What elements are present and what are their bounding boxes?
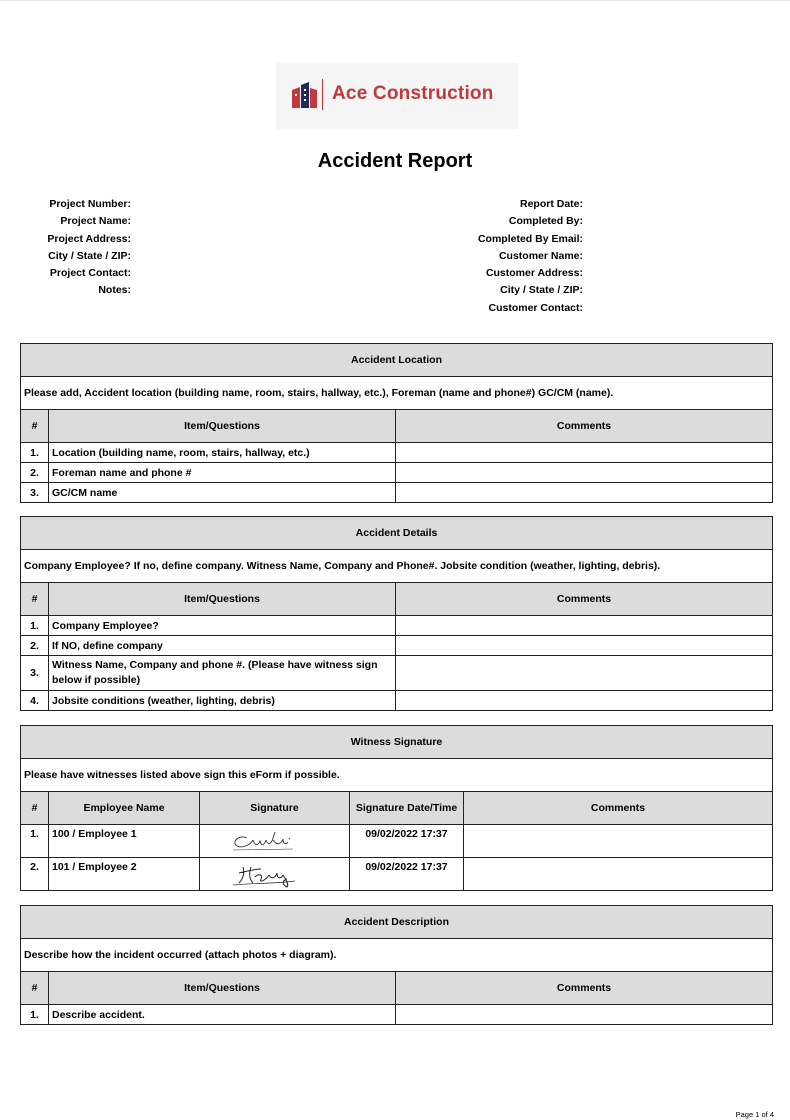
- comment-cell[interactable]: [396, 443, 773, 463]
- table-row: [21, 1005, 773, 1025]
- comment-cell[interactable]: [464, 858, 773, 891]
- page-number: Page 1 of 4: [735, 1110, 774, 1119]
- field-label: Project Contact:: [49, 267, 131, 280]
- field-label: Notes:: [98, 284, 131, 297]
- column-header: Signature: [200, 792, 350, 825]
- building-logo-icon: [292, 82, 317, 108]
- field-label: Project Number:: [49, 198, 131, 210]
- section-title: Accident Location: [21, 344, 773, 377]
- column-header: Item/Questions: [49, 972, 396, 1005]
- column-header: Employee Name: [49, 792, 200, 825]
- signature-cell[interactable]: [200, 825, 350, 858]
- column-header: #: [21, 583, 49, 616]
- signature-image: [203, 826, 323, 856]
- column-header: Comments: [396, 410, 773, 443]
- column-header: Comments: [396, 583, 773, 616]
- section-title: Witness Signature: [21, 726, 773, 759]
- row-number: 2.: [21, 463, 49, 483]
- column-header: #: [21, 792, 49, 825]
- comment-cell[interactable]: [396, 636, 773, 656]
- row-question: If NO, define company: [49, 636, 396, 656]
- signature-datetime: 09/02/2022 17:37: [350, 858, 464, 891]
- section-description: Please have witnesses listed above sign this eForm if possible.: [21, 759, 773, 792]
- field-label: City / State / ZIP:: [48, 249, 131, 262]
- comment-cell[interactable]: [464, 825, 773, 858]
- accident-details-table: [20, 516, 773, 711]
- comment-cell[interactable]: [396, 691, 773, 711]
- row-number: 4.: [21, 691, 49, 711]
- section-title: Accident Details: [21, 517, 773, 550]
- signature-datetime: 09/02/2022 17:37: [350, 825, 464, 858]
- comment-cell[interactable]: [396, 463, 773, 483]
- field-label: Project Name:: [60, 215, 131, 228]
- column-header: #: [21, 410, 49, 443]
- field-label: Project Address:: [47, 232, 131, 245]
- comment-cell[interactable]: [396, 656, 773, 691]
- field-label: Customer Name:: [498, 249, 583, 262]
- page-title: Accident Report: [317, 150, 473, 172]
- employee-name: 101 / Employee 2: [49, 858, 200, 891]
- row-number: 1.: [21, 616, 49, 636]
- top-border: [0, 0, 790, 1]
- project-info-left: [20, 196, 131, 300]
- section-description: Describe how the incident occurred (attach photos + diagram).: [21, 939, 773, 972]
- accident-description-table: [20, 905, 773, 1025]
- signature-cell[interactable]: [200, 858, 350, 891]
- column-header: Comments: [396, 972, 773, 1005]
- comment-cell[interactable]: [396, 616, 773, 636]
- row-number: 3.: [21, 656, 49, 691]
- company-name: Ace Construction: [332, 83, 494, 104]
- row-number: 2.: [21, 636, 49, 656]
- witness-signature-table: [20, 725, 773, 891]
- table-row: [21, 825, 773, 858]
- field-label: Completed By:: [508, 215, 583, 228]
- signature-image: [203, 859, 323, 889]
- row-number: 1.: [21, 1005, 49, 1025]
- row-question: Describe accident.: [49, 1005, 396, 1025]
- row-question: Company Employee?: [49, 616, 396, 636]
- employee-name: 100 / Employee 1: [49, 825, 200, 858]
- row-number: 1.: [21, 825, 49, 858]
- row-question: Foreman name and phone #: [49, 463, 396, 483]
- row-question: Location (building name, room, stairs, hallway, etc.): [49, 443, 396, 463]
- row-number: 2.: [21, 858, 49, 891]
- row-question: Jobsite conditions (weather, lighting, debris): [49, 691, 396, 711]
- row-number: 3.: [21, 483, 49, 503]
- field-label: City / State / ZIP:: [500, 284, 583, 297]
- table-row: [21, 636, 773, 656]
- column-header: Item/Questions: [49, 410, 396, 443]
- project-info-right: [380, 196, 583, 317]
- company-logo: [276, 63, 518, 129]
- section-title: Accident Description: [21, 906, 773, 939]
- table-row: [21, 656, 773, 691]
- table-row: [21, 616, 773, 636]
- comment-cell[interactable]: [396, 1005, 773, 1025]
- field-label: Customer Contact:: [488, 301, 583, 314]
- column-header: Comments: [464, 792, 773, 825]
- field-label: Completed By Email:: [477, 232, 583, 245]
- field-label: Customer Address:: [485, 267, 583, 280]
- section-description: Please add, Accident location (building name, room, stairs, hallway, etc.), Foreman (name and phone#) GC/CM (name).: [21, 377, 773, 410]
- field-label: Report Date:: [519, 198, 583, 210]
- table-row: [21, 483, 773, 503]
- table-row: [21, 691, 773, 711]
- accident-location-table: [20, 343, 773, 503]
- section-description: Company Employee? If no, define company. Witness Name, Company and Phone#. Jobsite condition (weather, lighting, debris).: [21, 550, 773, 583]
- table-row: [21, 463, 773, 483]
- row-question: GC/CM name: [49, 483, 396, 503]
- row-question: Witness Name, Company and phone #. (Please have witness sign below if possible): [49, 656, 396, 691]
- table-row: [21, 443, 773, 463]
- logo-divider: [322, 79, 323, 110]
- comment-cell[interactable]: [396, 483, 773, 503]
- row-number: 1.: [21, 443, 49, 463]
- column-header: #: [21, 972, 49, 1005]
- table-row: [21, 858, 773, 891]
- column-header: Signature Date/Time: [350, 792, 464, 825]
- column-header: Item/Questions: [49, 583, 396, 616]
